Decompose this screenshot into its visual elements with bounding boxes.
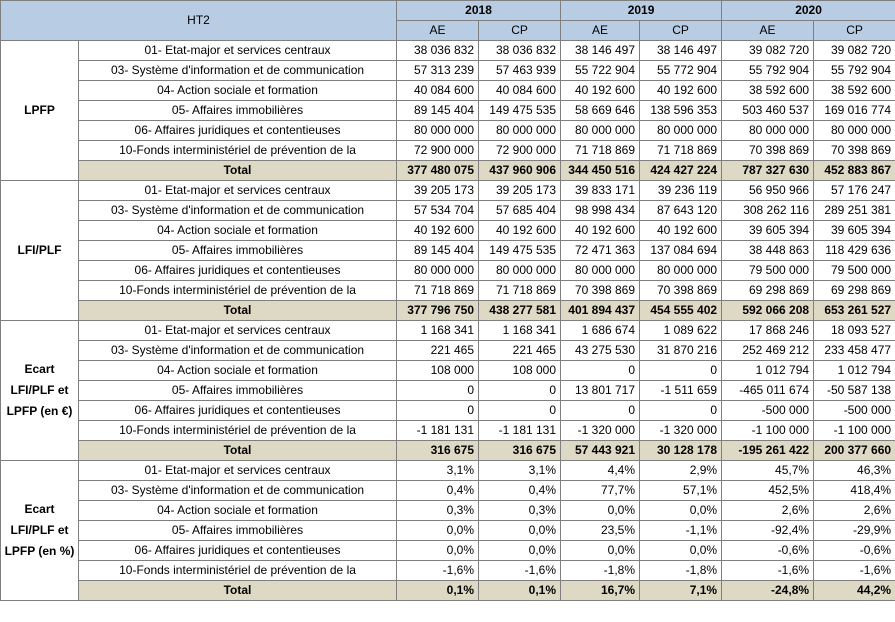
value-cell: 57 176 247 [814, 181, 895, 201]
value-cell: 70 398 869 [561, 281, 640, 301]
value-cell: 46,3% [814, 461, 895, 481]
row-label: 01- Etat-major et services centraux [79, 41, 397, 61]
total-value-cell: 44,2% [814, 581, 895, 601]
total-value-cell: 592 066 208 [722, 301, 814, 321]
value-cell: 58 669 646 [561, 101, 640, 121]
value-cell: -1,6% [814, 561, 895, 581]
value-cell: 40 084 600 [397, 81, 479, 101]
value-cell: 70 398 869 [814, 141, 895, 161]
value-cell: 118 429 636 [814, 241, 895, 261]
table-row [1, 181, 895, 201]
table-body [1, 41, 895, 601]
value-cell: 38 146 497 [640, 41, 722, 61]
total-value-cell: 316 675 [479, 441, 561, 461]
total-value-cell: -195 261 422 [722, 441, 814, 461]
value-cell: 80 000 000 [479, 261, 561, 281]
value-cell: 55 792 904 [722, 61, 814, 81]
value-cell: 72 900 000 [479, 141, 561, 161]
value-cell: 80 000 000 [397, 261, 479, 281]
row-label: 01- Etat-major et services centraux [79, 461, 397, 481]
value-cell: 80 000 000 [814, 121, 895, 141]
value-cell: -1 181 131 [479, 421, 561, 441]
value-cell: 39 833 171 [561, 181, 640, 201]
row-label: 05- Affaires immobilières [79, 381, 397, 401]
row-label: 04- Action sociale et formation [79, 81, 397, 101]
value-cell: 38 036 832 [479, 41, 561, 61]
value-cell: 503 460 537 [722, 101, 814, 121]
table-row [1, 381, 895, 401]
group-label [1, 181, 79, 321]
value-cell: 80 000 000 [640, 121, 722, 141]
total-label: Total [79, 301, 397, 321]
group-label-line: LFI/PLF [17, 243, 62, 257]
value-cell: 0 [397, 401, 479, 421]
total-label: Total [79, 441, 397, 461]
value-cell: 57 463 939 [479, 61, 561, 81]
subcol-header: AE [722, 21, 814, 41]
value-cell: 39 205 173 [397, 181, 479, 201]
value-cell: 13 801 717 [561, 381, 640, 401]
table-header [1, 1, 895, 41]
table-row [1, 121, 895, 141]
table-row [1, 501, 895, 521]
value-cell: 0 [640, 401, 722, 421]
value-cell: 38 448 863 [722, 241, 814, 261]
value-cell: 80 000 000 [722, 121, 814, 141]
total-value-cell: 424 427 224 [640, 161, 722, 181]
value-cell: 89 145 404 [397, 241, 479, 261]
table-row [1, 81, 895, 101]
value-cell: 0,0% [397, 541, 479, 561]
value-cell: 0,3% [479, 501, 561, 521]
value-cell: 45,7% [722, 461, 814, 481]
year-header: 2019 [561, 1, 722, 21]
row-label: 03- Système d'information et de communication [79, 201, 397, 221]
subcol-header: CP [814, 21, 895, 41]
value-cell: -1 320 000 [640, 421, 722, 441]
value-cell: 80 000 000 [397, 121, 479, 141]
subcol-header: CP [640, 21, 722, 41]
table-row [1, 341, 895, 361]
value-cell: 57 313 239 [397, 61, 479, 81]
value-cell: 418,4% [814, 481, 895, 501]
table-row [1, 221, 895, 241]
group-label-line: LPFP (en €) [6, 404, 73, 418]
table-row [1, 321, 895, 341]
value-cell: 17 868 246 [722, 321, 814, 341]
value-cell: 3,1% [479, 461, 561, 481]
value-cell: -50 587 138 [814, 381, 895, 401]
table-row [1, 261, 895, 281]
table-row [1, 281, 895, 301]
value-cell: 71 718 869 [397, 281, 479, 301]
group-label-line: LPFP (en %) [4, 544, 75, 558]
table-title: HT2 [1, 1, 397, 41]
table-row [1, 61, 895, 81]
value-cell: 40 192 600 [640, 221, 722, 241]
total-value-cell: 0,1% [397, 581, 479, 601]
total-row [1, 161, 895, 181]
value-cell: -1,1% [640, 521, 722, 541]
value-cell: 38 146 497 [561, 41, 640, 61]
value-cell: 2,6% [722, 501, 814, 521]
row-label: 06- Affaires juridiques et contentieuses [79, 121, 397, 141]
total-value-cell: 316 675 [397, 441, 479, 461]
year-header: 2020 [722, 1, 895, 21]
value-cell: -1 100 000 [814, 421, 895, 441]
total-value-cell: 344 450 516 [561, 161, 640, 181]
value-cell: 0,4% [397, 481, 479, 501]
value-cell: -1 511 659 [640, 381, 722, 401]
table-row [1, 421, 895, 441]
value-cell: 80 000 000 [561, 121, 640, 141]
value-cell: 55 772 904 [640, 61, 722, 81]
value-cell: -500 000 [722, 401, 814, 421]
value-cell: 31 870 216 [640, 341, 722, 361]
subcol-header: CP [479, 21, 561, 41]
total-value-cell: 377 796 750 [397, 301, 479, 321]
value-cell: 108 000 [479, 361, 561, 381]
total-row [1, 301, 895, 321]
value-cell: 0 [640, 361, 722, 381]
value-cell: 23,5% [561, 521, 640, 541]
value-cell: 289 251 381 [814, 201, 895, 221]
value-cell: -0,6% [814, 541, 895, 561]
table-row [1, 541, 895, 561]
total-row [1, 441, 895, 461]
value-cell: 0,0% [479, 521, 561, 541]
value-cell: 0,0% [640, 541, 722, 561]
table-row [1, 461, 895, 481]
total-value-cell: 401 894 437 [561, 301, 640, 321]
group-label [1, 461, 79, 601]
value-cell: 89 145 404 [397, 101, 479, 121]
value-cell: 43 275 530 [561, 341, 640, 361]
value-cell: -1 100 000 [722, 421, 814, 441]
table-row [1, 141, 895, 161]
value-cell: 3,1% [397, 461, 479, 481]
value-cell: 1 012 794 [722, 361, 814, 381]
value-cell: 80 000 000 [640, 261, 722, 281]
value-cell: 0 [561, 401, 640, 421]
value-cell: 108 000 [397, 361, 479, 381]
year-header: 2018 [397, 1, 561, 21]
total-value-cell: -24,8% [722, 581, 814, 601]
total-value-cell: 653 261 527 [814, 301, 895, 321]
value-cell: 233 458 477 [814, 341, 895, 361]
value-cell: 138 596 353 [640, 101, 722, 121]
value-cell: 0,0% [640, 501, 722, 521]
total-value-cell: 57 443 921 [561, 441, 640, 461]
row-label: 04- Action sociale et formation [79, 501, 397, 521]
row-label: 10-Fonds interministériel de prévention de la [79, 141, 397, 161]
value-cell: 40 192 600 [640, 81, 722, 101]
value-cell: 0 [479, 401, 561, 421]
value-cell: 0,0% [561, 541, 640, 561]
value-cell: -92,4% [722, 521, 814, 541]
table-row [1, 521, 895, 541]
total-label: Total [79, 581, 397, 601]
value-cell: 40 192 600 [561, 221, 640, 241]
total-value-cell: 0,1% [479, 581, 561, 601]
value-cell: -500 000 [814, 401, 895, 421]
value-cell: 1 168 341 [479, 321, 561, 341]
total-value-cell: 377 480 075 [397, 161, 479, 181]
group-label-line: Ecart [24, 362, 55, 376]
row-label: 06- Affaires juridiques et contentieuses [79, 261, 397, 281]
row-label: 03- Système d'information et de communication [79, 61, 397, 81]
row-label: 04- Action sociale et formation [79, 361, 397, 381]
value-cell: 98 998 434 [561, 201, 640, 221]
value-cell: 71 718 869 [479, 281, 561, 301]
value-cell: 55 722 904 [561, 61, 640, 81]
row-label: 10-Fonds interministériel de prévention de la [79, 421, 397, 441]
table-row [1, 361, 895, 381]
value-cell: 71 718 869 [640, 141, 722, 161]
table-row [1, 241, 895, 261]
group-label [1, 41, 79, 181]
total-value-cell: 30 128 178 [640, 441, 722, 461]
value-cell: 55 792 904 [814, 61, 895, 81]
value-cell: -1,8% [640, 561, 722, 581]
value-cell: 4,4% [561, 461, 640, 481]
value-cell: -1,6% [479, 561, 561, 581]
value-cell: 79 500 000 [722, 261, 814, 281]
table-row [1, 201, 895, 221]
row-label: 10-Fonds interministériel de prévention de la [79, 281, 397, 301]
value-cell: 39 236 119 [640, 181, 722, 201]
group-label-line: LFI/PLF et [10, 523, 69, 537]
table-row [1, 481, 895, 501]
value-cell: 56 950 966 [722, 181, 814, 201]
value-cell: -29,9% [814, 521, 895, 541]
row-label: 03- Système d'information et de communication [79, 481, 397, 501]
total-value-cell: 437 960 906 [479, 161, 561, 181]
value-cell: 308 262 116 [722, 201, 814, 221]
value-cell: 71 718 869 [561, 141, 640, 161]
value-cell: 221 465 [479, 341, 561, 361]
row-label: 05- Affaires immobilières [79, 521, 397, 541]
row-label: 05- Affaires immobilières [79, 101, 397, 121]
row-label: 01- Etat-major et services centraux [79, 321, 397, 341]
row-label: 10-Fonds interministériel de prévention de la [79, 561, 397, 581]
value-cell: 79 500 000 [814, 261, 895, 281]
value-cell: -465 011 674 [722, 381, 814, 401]
value-cell: -1 320 000 [561, 421, 640, 441]
table-row [1, 561, 895, 581]
row-label: 05- Affaires immobilières [79, 241, 397, 261]
value-cell: 39 082 720 [814, 41, 895, 61]
group-label-line: Ecart [24, 502, 55, 516]
value-cell: 39 082 720 [722, 41, 814, 61]
value-cell: 1 012 794 [814, 361, 895, 381]
value-cell: 57 534 704 [397, 201, 479, 221]
row-label: 06- Affaires juridiques et contentieuses [79, 401, 397, 421]
total-value-cell: 16,7% [561, 581, 640, 601]
value-cell: 2,9% [640, 461, 722, 481]
value-cell: 72 471 363 [561, 241, 640, 261]
value-cell: 0,0% [397, 521, 479, 541]
value-cell: 40 192 600 [397, 221, 479, 241]
total-value-cell: 200 377 660 [814, 441, 895, 461]
group-label-line: LPFP [24, 103, 55, 117]
value-cell: 0 [479, 381, 561, 401]
value-cell: 80 000 000 [561, 261, 640, 281]
value-cell: 72 900 000 [397, 141, 479, 161]
subcol-header: AE [397, 21, 479, 41]
value-cell: 1 089 622 [640, 321, 722, 341]
value-cell: 137 084 694 [640, 241, 722, 261]
value-cell: 40 192 600 [479, 221, 561, 241]
value-cell: -1,8% [561, 561, 640, 581]
value-cell: 0,3% [397, 501, 479, 521]
value-cell: 0,0% [561, 501, 640, 521]
value-cell: 70 398 869 [640, 281, 722, 301]
value-cell: 38 036 832 [397, 41, 479, 61]
row-label: 03- Système d'information et de communication [79, 341, 397, 361]
value-cell: 77,7% [561, 481, 640, 501]
value-cell: 1 168 341 [397, 321, 479, 341]
value-cell: 57 685 404 [479, 201, 561, 221]
value-cell: 0,4% [479, 481, 561, 501]
total-value-cell: 7,1% [640, 581, 722, 601]
value-cell: 149 475 535 [479, 101, 561, 121]
table-row [1, 101, 895, 121]
value-cell: -0,6% [722, 541, 814, 561]
total-row [1, 581, 895, 601]
value-cell: 69 298 869 [814, 281, 895, 301]
row-label: 06- Affaires juridiques et contentieuses [79, 541, 397, 561]
value-cell: 452,5% [722, 481, 814, 501]
value-cell: 149 475 535 [479, 241, 561, 261]
total-value-cell: 438 277 581 [479, 301, 561, 321]
value-cell: 39 605 394 [722, 221, 814, 241]
value-cell: 169 016 774 [814, 101, 895, 121]
value-cell: 18 093 527 [814, 321, 895, 341]
value-cell: 0 [397, 381, 479, 401]
value-cell: 38 592 600 [722, 81, 814, 101]
value-cell: 252 469 212 [722, 341, 814, 361]
value-cell: 221 465 [397, 341, 479, 361]
total-value-cell: 454 555 402 [640, 301, 722, 321]
value-cell: 39 205 173 [479, 181, 561, 201]
value-cell: 87 643 120 [640, 201, 722, 221]
value-cell: 57,1% [640, 481, 722, 501]
value-cell: 38 592 600 [814, 81, 895, 101]
total-value-cell: 787 327 630 [722, 161, 814, 181]
subcol-header: AE [561, 21, 640, 41]
row-label: 04- Action sociale et formation [79, 221, 397, 241]
value-cell: 40 084 600 [479, 81, 561, 101]
row-label: 01- Etat-major et services centraux [79, 181, 397, 201]
group-label [1, 321, 79, 461]
value-cell: -1 181 131 [397, 421, 479, 441]
value-cell: 40 192 600 [561, 81, 640, 101]
value-cell: -1,6% [397, 561, 479, 581]
table-row [1, 41, 895, 61]
value-cell: -1,6% [722, 561, 814, 581]
total-value-cell: 452 883 867 [814, 161, 895, 181]
group-label-line: LFI/PLF et [10, 383, 69, 397]
value-cell: 39 605 394 [814, 221, 895, 241]
value-cell: 1 686 674 [561, 321, 640, 341]
table-row [1, 401, 895, 421]
value-cell: 0,0% [479, 541, 561, 561]
value-cell: 69 298 869 [722, 281, 814, 301]
value-cell: 0 [561, 361, 640, 381]
value-cell: 2,6% [814, 501, 895, 521]
value-cell: 80 000 000 [479, 121, 561, 141]
total-label: Total [79, 161, 397, 181]
value-cell: 70 398 869 [722, 141, 814, 161]
